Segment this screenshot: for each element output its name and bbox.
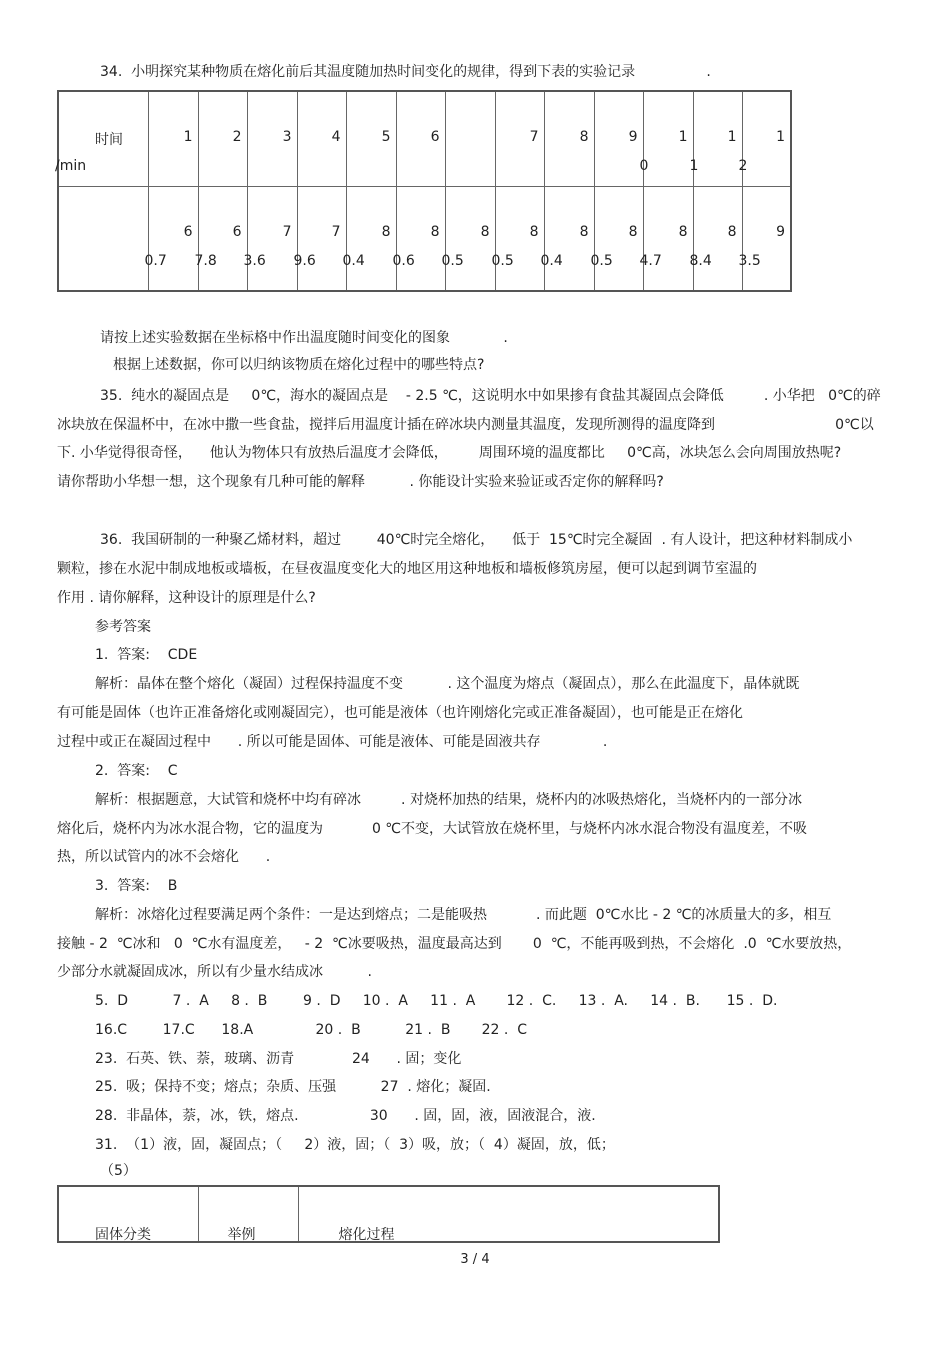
q34-ask-features: 根据上述数据，你可以归纳该物质在熔化过程中的哪些特点?: [113, 357, 485, 373]
time-value-lower: 1: [689, 158, 699, 174]
answer-1-explain-2: 有可能是固体（也许正准备熔化或刚凝固完），也可能是液体（也许刚熔化完或正准备凝固），也可能是正在熔化: [57, 705, 743, 721]
temperature-value-lower: 9.6: [293, 252, 316, 269]
answer-2-explain-1: 解析：根据题意，大试管和烧杯中均有碎冰 . 对烧杯加热的结果，烧杯内的冰吸热熔化，当烧杯内的一部分冰: [95, 792, 802, 808]
temperature-value-lower: 0.5: [491, 252, 514, 269]
temperature-value-upper: 8: [529, 223, 539, 240]
temperature-cell: [194, 186, 247, 291]
answers-row-25: 25. 吸；保持不变；熔点；杂质、压强 27 . 熔化；凝固.: [95, 1079, 491, 1095]
temperature-cell: [540, 186, 594, 291]
answer-2-explain-2: 熔化后，烧杯内为冰水混合物，它的温度为 0 ℃不变，大试管放在烧杯里，与烧杯内冰水混合物没有温度差，不吸: [57, 821, 808, 837]
time-cell: [689, 91, 742, 186]
temperature-value-upper: 9: [776, 223, 785, 240]
temperature-value-lower: 0.5: [441, 252, 464, 269]
time-row: [58, 91, 791, 186]
time-value-lower: 0: [639, 158, 649, 174]
time-value-upper: 2: [232, 129, 242, 145]
temperature-value-upper: 6: [183, 223, 193, 240]
time-value-upper: 1: [678, 129, 688, 145]
temperature-value-upper: 8: [678, 223, 688, 240]
q35-line-1: 35. 纯水的凝固点是 0℃，海水的凝固点是 - 2.5 ℃，这说明水中如果掺有食盐其凝固点会降低 . 小华把 0℃的碎: [100, 388, 881, 404]
answer-1-explain-1: 解析：晶体在整个熔化（凝固）过程保持温度不变 . 这个温度为熔点（凝固点），那么在此温度下，晶体就既: [95, 676, 800, 692]
temperature-value-upper: 8: [628, 223, 638, 240]
answer-3-explain-2: 接触 - 2 ℃冰和 0 ℃水有温度差， - 2 ℃冰要吸热，温度最高达到 0 ℃，不能再吸到热，不会熔化 .0 ℃水要放热，: [57, 936, 852, 952]
temperature-value-lower: 3.6: [243, 252, 266, 269]
time-value-upper: 8: [579, 129, 589, 145]
time-cell: [639, 91, 693, 186]
solid-class-header: 固体分类: [58, 1186, 198, 1242]
time-cell: [396, 91, 445, 186]
temperature-value-upper: 7: [331, 223, 341, 240]
melting-process-header: 熔化过程: [298, 1186, 719, 1242]
time-value-upper: 7: [529, 129, 539, 145]
answer-1-explain-3: 过程中或正在凝固过程中 . 所以可能是固体、可能是液体、可能是固液共存 .: [57, 734, 608, 750]
time-cell: [544, 91, 594, 186]
answers-row-31: 31. （1）液，固，凝固点；（ 2）液，固；（ 3）吸，放；（ 4）凝固，放，低；: [95, 1137, 615, 1153]
q34-title: 34. 小明探究某种物质在熔化前后其温度随加热时间变化的规律，得到下表的实验记录 .: [100, 64, 711, 80]
q35-line-3: 下. 小华觉得很奇怪， 他认为物体只有放热后温度才会降低， 周围环境的温度都比 0℃高，冰块怎么会向周围放热呢?: [57, 445, 842, 461]
time-cell: [738, 91, 791, 186]
temperature-value-lower: 4.7: [639, 252, 662, 269]
temperature-value-lower: 3.5: [738, 252, 761, 269]
time-cell: [198, 91, 247, 186]
time-value-lower: 2: [738, 158, 748, 174]
time-cell: [495, 91, 544, 186]
q36-line-3: 作用 . 请你解释，这种设计的原理是什么?: [57, 590, 316, 606]
answers-row-23: 23. 石英、铁、萘，玻璃、沥青 24 . 固；变化: [95, 1051, 462, 1067]
time-value-upper: 4: [331, 129, 341, 145]
time-cell: [148, 91, 198, 186]
temperature-value-upper: 8: [727, 223, 737, 240]
temperature-value-upper: 6: [232, 223, 242, 240]
temperature-cell: [491, 186, 544, 291]
time-label: 时间: [95, 132, 123, 148]
temperature-value-lower: 0.7: [144, 252, 167, 269]
temperature-cell: [243, 186, 297, 291]
answers-row-28: 28. 非晶体，萘，冰，铁，熔点. 30 . 固，固，液，固液混合，液.: [95, 1108, 596, 1124]
temperature-value-upper: 8: [381, 223, 391, 240]
temperature-value-lower: 8.4: [689, 252, 712, 269]
answers-heading: 参考答案: [95, 619, 151, 635]
temperature-cell: [689, 186, 742, 291]
q36-line-1: 36. 我国研制的一种聚乙烯材料，超过 40℃时完全熔化， 低于 15℃时完全凝固 . 有人设计，把这种材料制成小: [100, 532, 853, 548]
answer-2: 2. 答案: C: [95, 763, 178, 779]
time-header-cell: [55, 91, 148, 186]
answers-row-16: 16.C 17.C 18.A 20 . B 21 . B 22 . C: [95, 1022, 528, 1038]
temperature-cell: [144, 186, 198, 291]
time-value-upper: 1: [183, 129, 193, 145]
temperature-value-lower: 0.5: [590, 252, 613, 269]
temperature-value-upper: 8: [430, 223, 440, 240]
temperature-cell: [738, 186, 791, 291]
temperature-value-lower: 0.6: [392, 252, 415, 269]
q36-line-2: 颗粒，掺在水泥中制成地板或墙板，在昼夜温度变化大的地区用这种地板和墙板修筑房屋，便可以起到调节室温的: [57, 561, 757, 577]
time-value-upper: 1: [727, 129, 737, 145]
temperature-value-lower: 0.4: [540, 252, 563, 269]
solid-classification-table: [57, 1185, 720, 1243]
q34-data-table: [57, 90, 792, 292]
answer-3-explain-1: 解析：冰熔化过程要满足两个条件：一是达到熔点；二是能吸热 . 而此题 0℃水比 - 2 ℃的冰质量大的多，相互: [95, 907, 832, 923]
temperature-cell: [392, 186, 445, 291]
temperature-value-upper: 8: [579, 223, 589, 240]
answer-3-explain-3: 少部分水就凝固成冰，所以有少量水结成冰 .: [57, 964, 372, 980]
temperature-value-upper: 8: [480, 223, 490, 240]
q35-line-4: 请你帮助小华想一想，这个现象有几种可能的解释 . 你能设计实验来验证或否定你的解释吗?: [57, 474, 664, 490]
page-number: 3 / 4: [460, 1252, 490, 1267]
time-value-upper: 3: [282, 129, 292, 145]
time-value-upper: 9: [628, 129, 638, 145]
temperature-value-lower: 0.4: [342, 252, 365, 269]
time-value-upper: 5: [381, 129, 391, 145]
time-cell: [594, 91, 643, 186]
temperature-row: [58, 186, 791, 291]
temperature-cell: [639, 186, 693, 291]
time-cell: [445, 91, 495, 186]
temperature-cell: [441, 186, 495, 291]
temperature-cell: [342, 186, 396, 291]
q35-line-2: 冰块放在保温杯中，在冰中撒一些食盐，搅拌后用温度计插在碎冰块内测量其温度，发现所测得的温度降到 0℃以: [57, 417, 874, 433]
time-cell: [297, 91, 346, 186]
time-cell: [346, 91, 396, 186]
answer-2-explain-3: 热，所以试管内的冰不会熔化 .: [57, 849, 271, 865]
time-unit: /min: [55, 158, 87, 174]
temperature-header-cell: [58, 186, 148, 291]
time-value-upper: 6: [430, 129, 440, 145]
answer-3: 3. 答案: B: [95, 878, 178, 894]
temperature-value-lower: 7.8: [194, 252, 217, 269]
temperature-cell: [590, 186, 643, 291]
answer-1: 1. 答案: CDE: [95, 647, 198, 663]
example-header: 举例: [198, 1186, 298, 1242]
q34-ask-graph: 请按上述实验数据在坐标格中作出温度随时间变化的图象 .: [100, 330, 508, 346]
temperature-value-upper: 7: [282, 223, 292, 240]
answers-row-5: 5. D 7 . A 8 . B 9 . D 10 . A 11 . A 12 . C. 13 . A. 14 . B. 15 . D.: [95, 993, 778, 1009]
temperature-cell: [293, 186, 346, 291]
time-cell: [247, 91, 297, 186]
time-value-upper: 1: [776, 129, 785, 145]
answers-row-31-part5: （5）: [100, 1163, 137, 1179]
